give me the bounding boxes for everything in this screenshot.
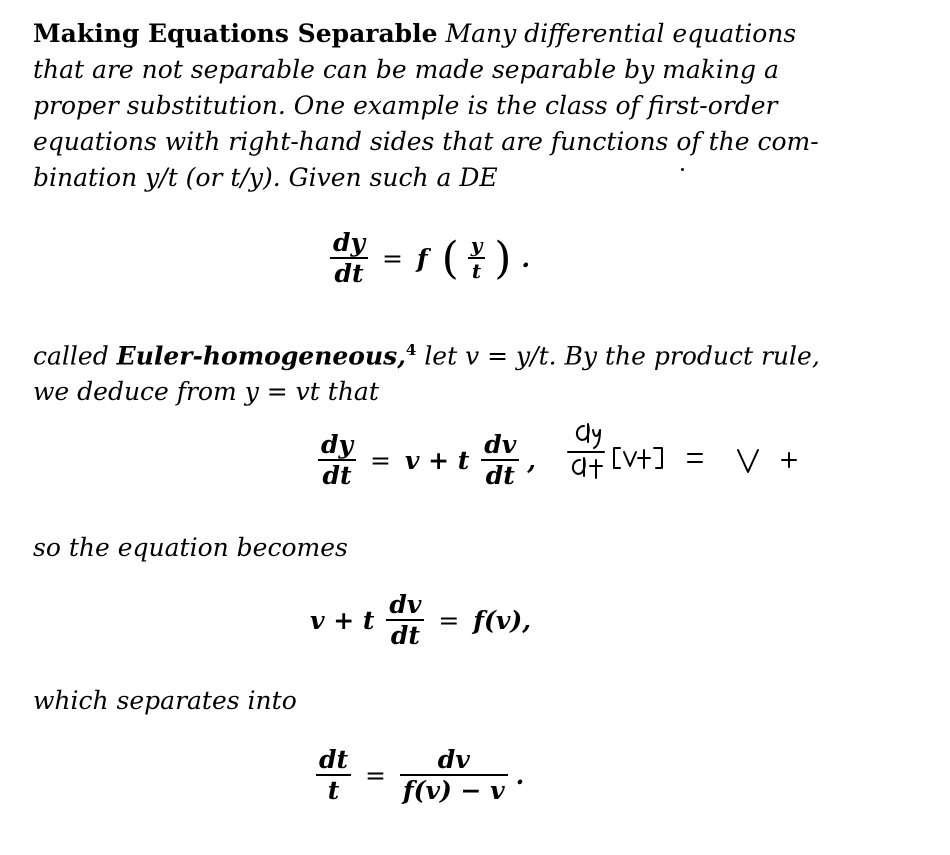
para2-called: called <box>33 341 109 371</box>
para2-line-1-rest: let v = y/t. By the product rule, <box>424 341 820 371</box>
eq1-arg-fraction <box>468 233 486 283</box>
paragraph-2 <box>33 332 833 410</box>
eq2-equals: = <box>369 445 391 475</box>
intro-line-5: bination y/t (or t/y). Given such a DE <box>33 163 498 192</box>
eq1-arg-denominator: t <box>471 259 482 283</box>
hand-left-bracket <box>614 448 620 468</box>
hand-equals <box>688 454 702 462</box>
euler-homogeneous-term: Euler-homogeneous, <box>116 341 406 371</box>
intro-line-1 <box>33 16 833 52</box>
eq4-rhs-fraction <box>400 745 508 805</box>
eq1-lhs-denominator: dt <box>334 259 364 288</box>
hand-v <box>624 452 636 466</box>
para2-line-1 <box>33 332 833 374</box>
eq1-punct: . <box>521 243 531 273</box>
paragraph-4 <box>33 683 833 719</box>
hand-d-top <box>577 424 589 442</box>
eq2-rhs-fraction <box>481 430 519 490</box>
eq3-lhs-fraction <box>386 590 424 650</box>
eq1-lhs-fraction <box>330 228 368 288</box>
intro-line-3: proper substitution. One example is the class of first-order <box>33 91 778 120</box>
hand-y-top <box>593 430 600 448</box>
para2-line-2: we deduce from y = vt that <box>33 377 379 407</box>
eq4-equals: = <box>364 760 386 790</box>
eq4-punct: . <box>515 760 525 790</box>
eq1-function: f <box>416 243 428 273</box>
intro-paragraph <box>33 16 833 196</box>
eq1-right-paren: ) <box>494 232 512 284</box>
eq2-lhs-fraction <box>318 430 356 490</box>
eq3-lhs-numerator: dv <box>386 590 424 621</box>
intro-line-2: that are not separable can be made separable by making a <box>33 55 779 84</box>
equation-2 <box>318 430 536 490</box>
para3-text: so the equation becomes <box>33 533 348 562</box>
footnote-marker: 4 <box>405 341 417 359</box>
eq1-left-paren: ( <box>441 232 459 284</box>
hand-plus <box>782 453 796 467</box>
intro-line-4: equations with right-hand sides that are functions of the com- <box>33 127 819 156</box>
hand-t-bottom <box>590 460 602 478</box>
equation-4 <box>316 745 524 805</box>
handwritten-annotation <box>560 420 820 490</box>
eq4-lhs-denominator: t <box>327 776 340 805</box>
eq1-equals: = <box>381 243 403 273</box>
eq2-lhs-numerator: dy <box>318 430 356 461</box>
section-heading: Making Equations Separable <box>33 19 438 48</box>
equation-1 <box>330 228 530 288</box>
hand-capital-v <box>738 450 758 472</box>
equation-3 <box>310 590 531 650</box>
hand-d-bottom <box>573 458 585 476</box>
eq4-rhs-denominator: f(v) − v <box>402 776 505 805</box>
eq2-rhs-denominator: dt <box>485 461 515 490</box>
eq3-rhs: f(v), <box>473 605 531 635</box>
paragraph-3 <box>33 530 833 566</box>
intro-line-1-text: Many differential equations <box>445 19 797 48</box>
eq4-rhs-numerator: dv <box>400 745 508 776</box>
eq4-lhs-fraction <box>316 745 351 805</box>
eq1-arg-numerator: y <box>468 233 486 259</box>
eq4-lhs-numerator: dt <box>316 745 351 776</box>
eq2-punct: , <box>527 445 536 475</box>
para4-text: which separates into <box>33 686 297 715</box>
hand-t <box>638 450 650 468</box>
eq3-equals: = <box>438 605 460 635</box>
eq3-lhs-term: v + t <box>310 605 375 635</box>
hand-right-bracket <box>654 448 662 468</box>
eq2-lhs-denominator: dt <box>322 461 352 490</box>
eq2-rhs-numerator: dv <box>481 430 519 461</box>
eq3-lhs-denominator: dt <box>390 621 420 650</box>
eq2-rhs-term: v + t <box>404 445 470 475</box>
eq1-lhs-numerator: dy <box>330 228 368 259</box>
stray-dot <box>681 168 684 171</box>
